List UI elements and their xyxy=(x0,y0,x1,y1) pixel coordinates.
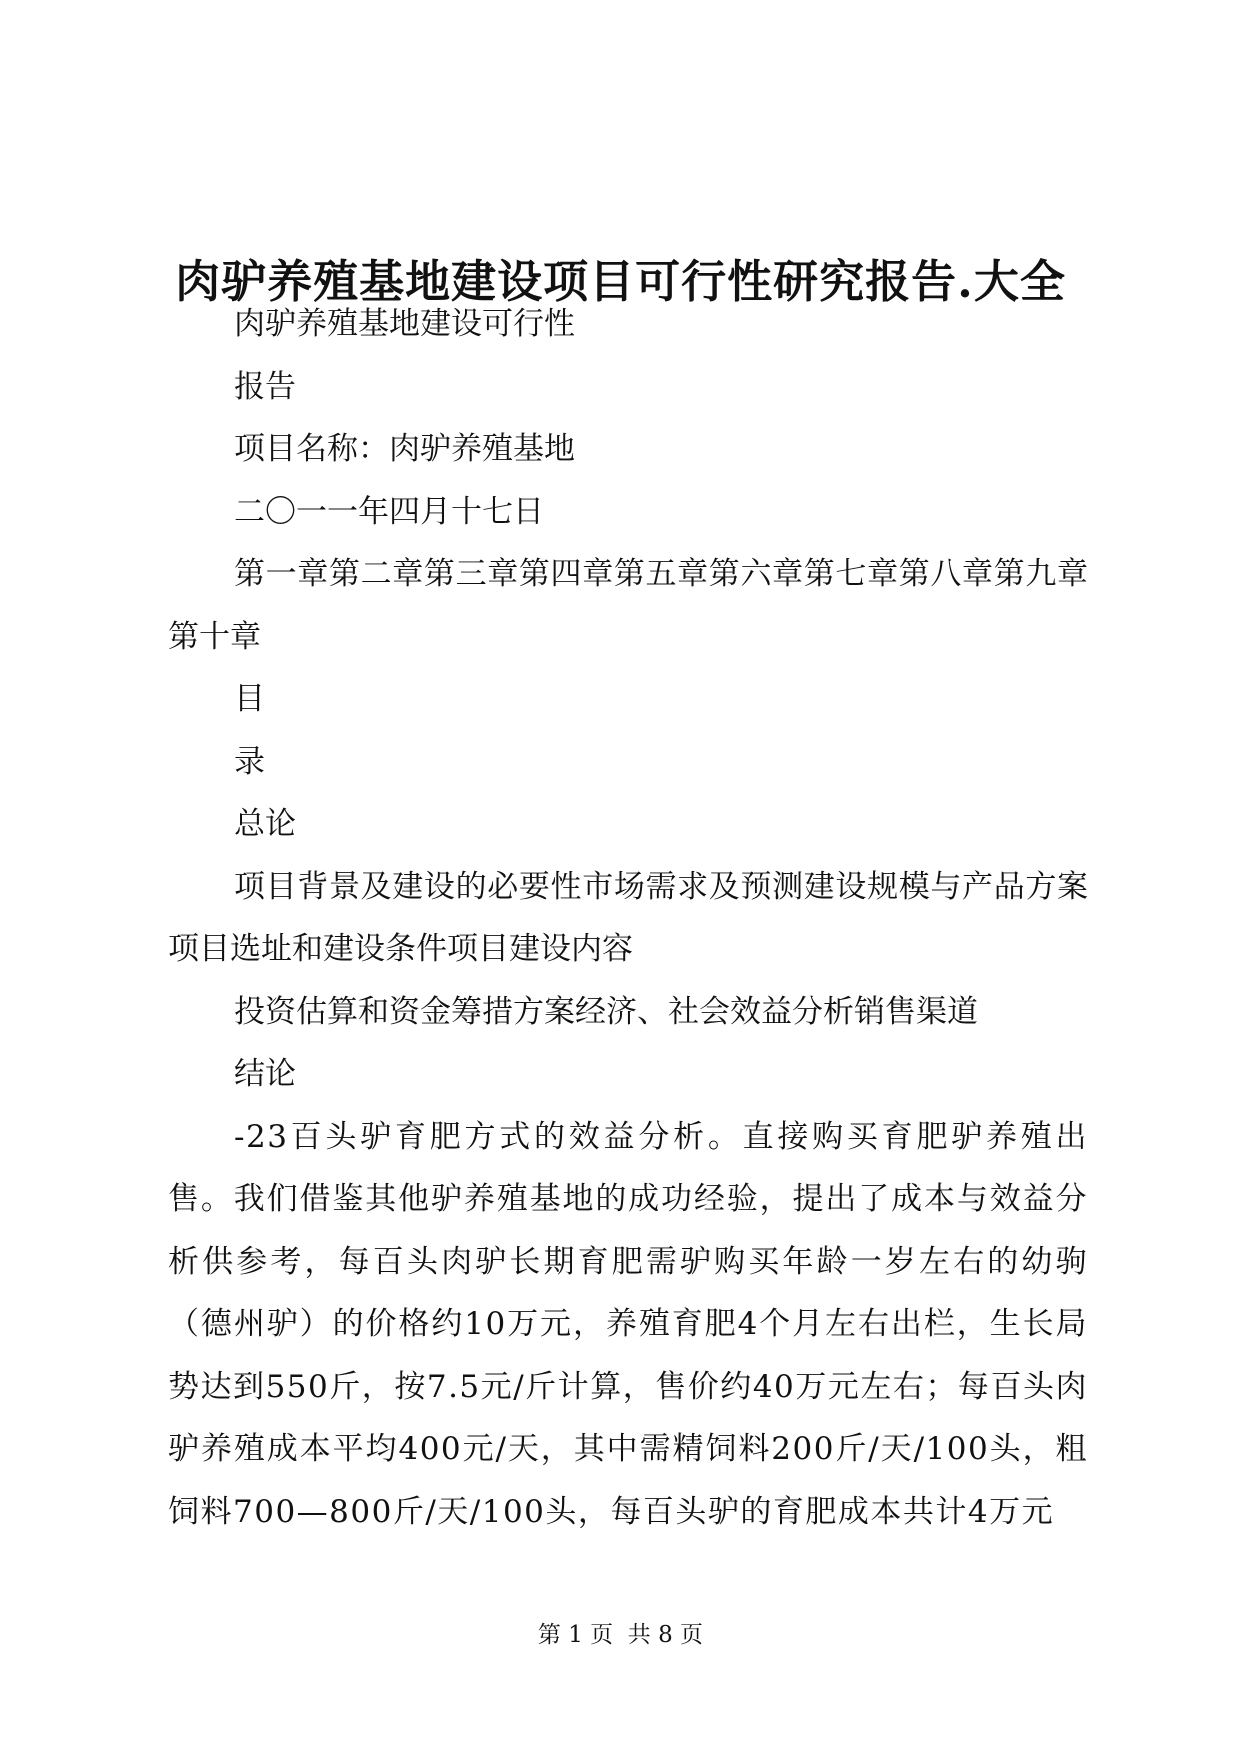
document-title: 肉驴养殖基地建设项目可行性研究报告.大全 xyxy=(175,255,1066,309)
toc-heading-char-2: 录 xyxy=(234,743,265,780)
date-line: 二〇一一年四月十七日 xyxy=(234,493,544,530)
toc-items-block: 项目背景及建设的必要性市场需求及预测建设规模与产品方案项目选址和建设条件项目建设内容 xyxy=(168,868,1088,967)
document-body xyxy=(168,293,1088,1543)
project-name-line: 项目名称：肉驴养殖基地 xyxy=(234,431,575,467)
toc-heading-char-1: 目 xyxy=(234,681,265,717)
chapter-list: 第一章第二章第三章第四章第五章第六章第七章第八章第九章第十章 xyxy=(168,556,1088,655)
toc-items-investment: 投资估算和资金筹措方案经济、社会效益分析销售渠道 xyxy=(234,993,978,1030)
toc-item-overview: 总论 xyxy=(234,806,296,842)
subtitle-line-1: 肉驴养殖基地建设可行性 xyxy=(234,306,575,342)
body-paragraph: -23百头驴育肥方式的效益分析。直接购买育肥驴养殖出售。我们借鉴其他驴养殖基地的成功经验，提出了成本与效益分析供参考，每百头肉驴长期育肥需驴购买年龄一岁左右的幼驹（德州驴）的价格约10万元，养殖育肥4个月左右出栏，生长局势达到550斤，按7.5元/斤计算，售价约40万元左右；每百头肉驴养殖成本平均400元/天，其中需精饲料200斤/天/100头，粗饲料700—800斤/天/100头，每百头驴的育肥成本共计4万元 xyxy=(168,1118,1088,1530)
toc-item-conclusion: 结论 xyxy=(234,1056,296,1092)
subtitle-line-2: 报告 xyxy=(234,368,296,405)
page-footer: 第 1 页 共 8 页 xyxy=(537,1622,704,1648)
